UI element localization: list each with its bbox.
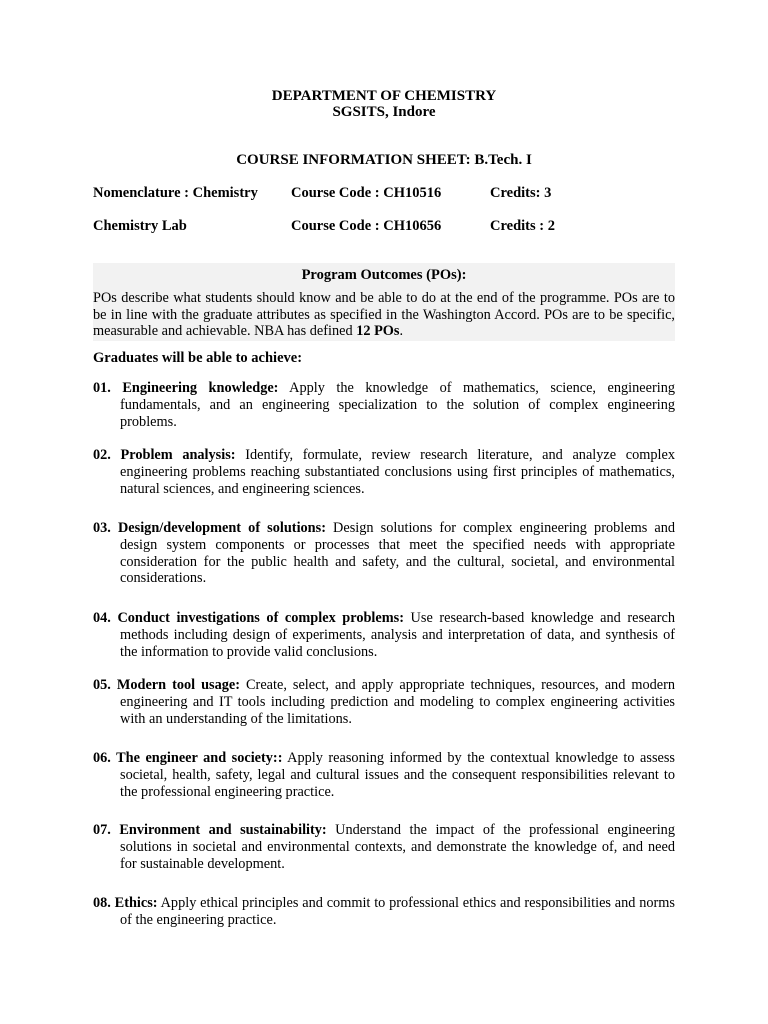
po-item-text: Identify, formulate, review research literature, and analyze complex engineering problems reaching substantiated conclusions using first principles of mathematics, natural sciences, and engineering sciences. [120,447,675,497]
po-description [93,290,675,340]
course-name: Nomenclature : Chemistry [93,185,258,201]
po-item-title: 03. Design/development of solutions: [93,520,326,536]
course-name: Chemistry Lab [93,218,187,234]
po-item [93,895,675,929]
po-item-text: Apply ethical principles and commit to professional ethics and responsibilities and norms of the engineering practice. [120,895,675,928]
po-item-text: Design solutions for complex engineering problems and design system components or processes that meet the specified needs with appropriate consideration for the public health and safety, and the cultural, societal, and environmental considerations. [120,520,675,587]
po-item-title: 06. The engineer and society:: [93,750,283,766]
po-item-text: Understand the impact of the professional engineering solutions in societal and environmental contexts, and demonstrate the knowledge of, and need for sustainable development. [120,822,675,872]
po-item [93,822,675,872]
po-item [93,447,675,497]
course-credits: Credits : 2 [490,218,555,234]
po-item-title: 04. Conduct investigations of complex problems: [93,610,404,626]
po-item-title: 07. Environment and sustainability: [93,822,327,838]
course-credits: Credits: 3 [490,185,552,201]
po-count: 12 POs [356,323,400,340]
course-code: Course Code : CH10516 [291,185,442,201]
po-item-text: Apply the knowledge of mathematics, science, engineering fundamentals, and an engineering specialization to the solution of complex engineering problems. [120,380,675,430]
po-item-title: 01. Engineering knowledge: [93,380,279,396]
po-item [93,520,675,587]
po-item [93,750,675,800]
department-title: DEPARTMENT OF CHEMISTRY [271,88,497,104]
po-item-text: Apply reasoning informed by the contextual knowledge to assess societal, health, safety, legal and cultural issues and the consequent responsibilities relevant to the professional engineering practice. [120,750,675,800]
graduates-heading: Graduates will be able to achieve: [93,350,303,366]
po-heading: Program Outcomes (POs): [301,267,467,283]
course-code: Course Code : CH10656 [291,218,442,234]
po-item [93,380,675,430]
po-item-text: Use research-based knowledge and research methods including design of experiments, analysis and interpretation of data, and synthesis of the information to provide valid conclusions. [120,610,675,660]
po-item [93,610,675,660]
po-item [93,677,675,727]
po-item-title: 02. Problem analysis: [93,447,236,463]
po-description-text: POs describe what students should know and be able to do at the end of the programme. POs are to be in line with the graduate attributes as specified in the Washington Accord. POs are to be specific, measurable and achievable. NBA has defined [93,290,675,340]
po-item-title: 05. Modern tool usage: [93,677,241,693]
po-description-end: . [399,323,404,340]
po-item-title: 08. Ethics: [93,895,158,911]
sheet-title: COURSE INFORMATION SHEET: B.Tech. I [236,152,532,168]
po-item-text: Create, select, and apply appropriate techniques, resources, and modern engineering and IT tools including prediction and modeling to complex engineering activities with an understanding of the limitations. [120,677,676,727]
institute-name: SGSITS, Indore [332,104,436,120]
